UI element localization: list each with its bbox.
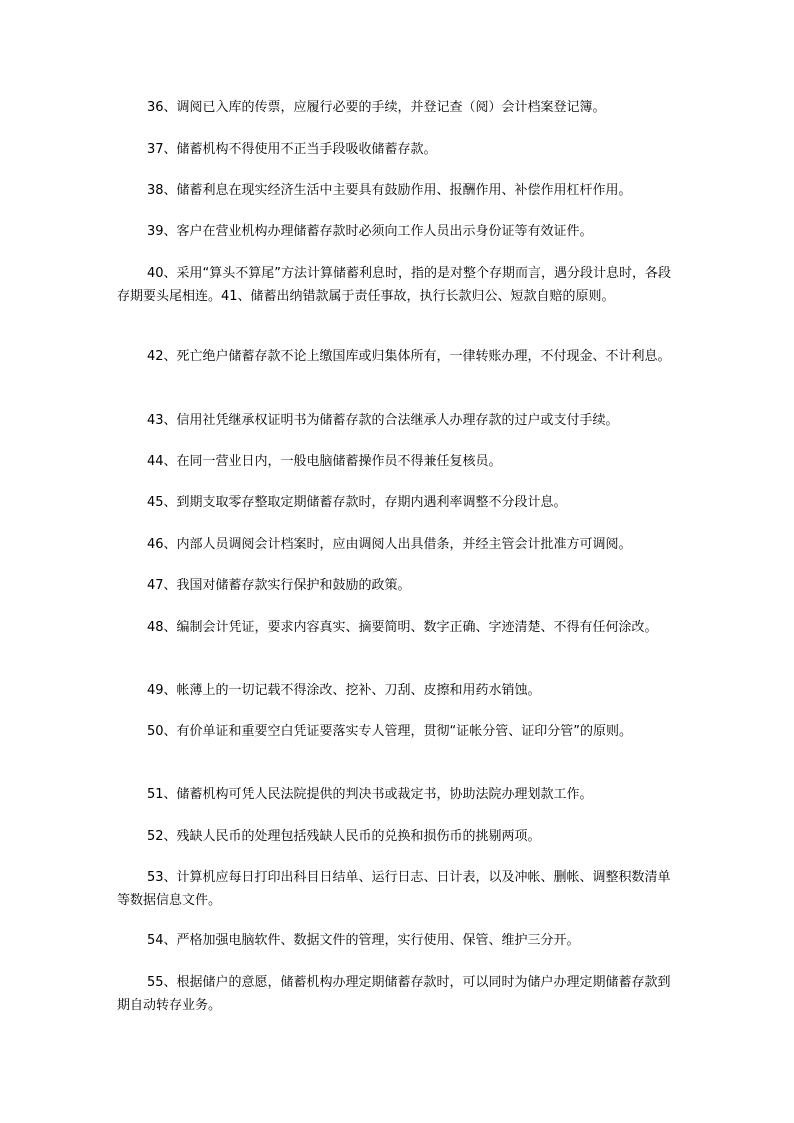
paragraph-52: 52、残缺人民币的处理包括残缺人民币的兑换和损伤币的挑剔两项。 <box>147 829 541 844</box>
paragraph-36: 36、调阅已入库的传票，应履行必要的手续，并登记查（阅）会计档案登记簿。 <box>147 100 606 115</box>
paragraph-51: 51、储蓄机构可凭人民法院提供的判决书或裁定书，协助法院办理划款工作。 <box>147 787 593 802</box>
paragraph-46: 46、内部人员调阅会计档案时，应由调阅人出具借条，并经主管会计批准方可调阅。 <box>147 537 632 552</box>
paragraph-50: 50、有价单证和重要空白凭证要落实专人管理，贯彻“证帐分管、证印分管”的原则。 <box>147 724 633 739</box>
paragraph-39: 39、客户在营业机构办理储蓄存款时必须向工作人员出示身份证等有效证件。 <box>147 224 593 239</box>
paragraph-45: 45、到期支取零存整取定期储蓄存款时，存期内遇利率调整不分段计息。 <box>147 495 567 510</box>
paragraph-38: 38、储蓄利息在现实经济生活中主要具有鼓励作用、报酬作用、补偿作用杠杆作用。 <box>147 183 632 198</box>
paragraph-40-41: 40、采用“算头不算尾”方法计算储蓄利息时，指的是对整个存期而言，遇分段计息时，各段存期要头尾相连。41、储蓄出纳错款属于责任事故，执行长款归公、短款自赔的原则。 <box>117 266 672 304</box>
paragraph-55: 55、根据储户的意愿，储蓄机构办理定期储蓄存款时，可以同时为储户办理定期储蓄存款到期自动转存业务。 <box>117 975 671 1013</box>
paragraph-54: 54、严格加强电脑软件、数据文件的管理，实行使用、保管、维护三分开。 <box>147 933 580 948</box>
paragraph-43: 43、信用社凭继承权证明书为储蓄存款的合法继承人办理存款的过户或支付手续。 <box>147 413 619 428</box>
paragraph-48: 48、编制会计凭证，要求内容真实、摘要简明、数字正确、字迹清楚、不得有任何涂改。 <box>147 620 658 635</box>
paragraph-49: 49、帐薄上的一切记载不得涂改、挖补、刀刮、皮擦和用药水销蚀。 <box>147 683 541 698</box>
paragraph-42: 42、死亡绝户储蓄存款不论上缴国库或归集体所有，一律转账办理，不付现金、不计利息。 <box>147 349 671 364</box>
paragraph-53: 53、计算机应每日打印出科目日结单、运行日志、日计表，以及冲帐、删帐、调整积数清单等数据信息文件。 <box>117 870 671 908</box>
paragraph-47: 47、我国对储蓄存款实行保护和鼓励的政策。 <box>147 578 411 593</box>
paragraph-44: 44、在同一营业日内，一般电脑储蓄操作员不得兼任复核员。 <box>147 454 502 469</box>
paragraph-37: 37、储蓄机构不得使用不正当手段吸收储蓄存款。 <box>147 142 437 157</box>
